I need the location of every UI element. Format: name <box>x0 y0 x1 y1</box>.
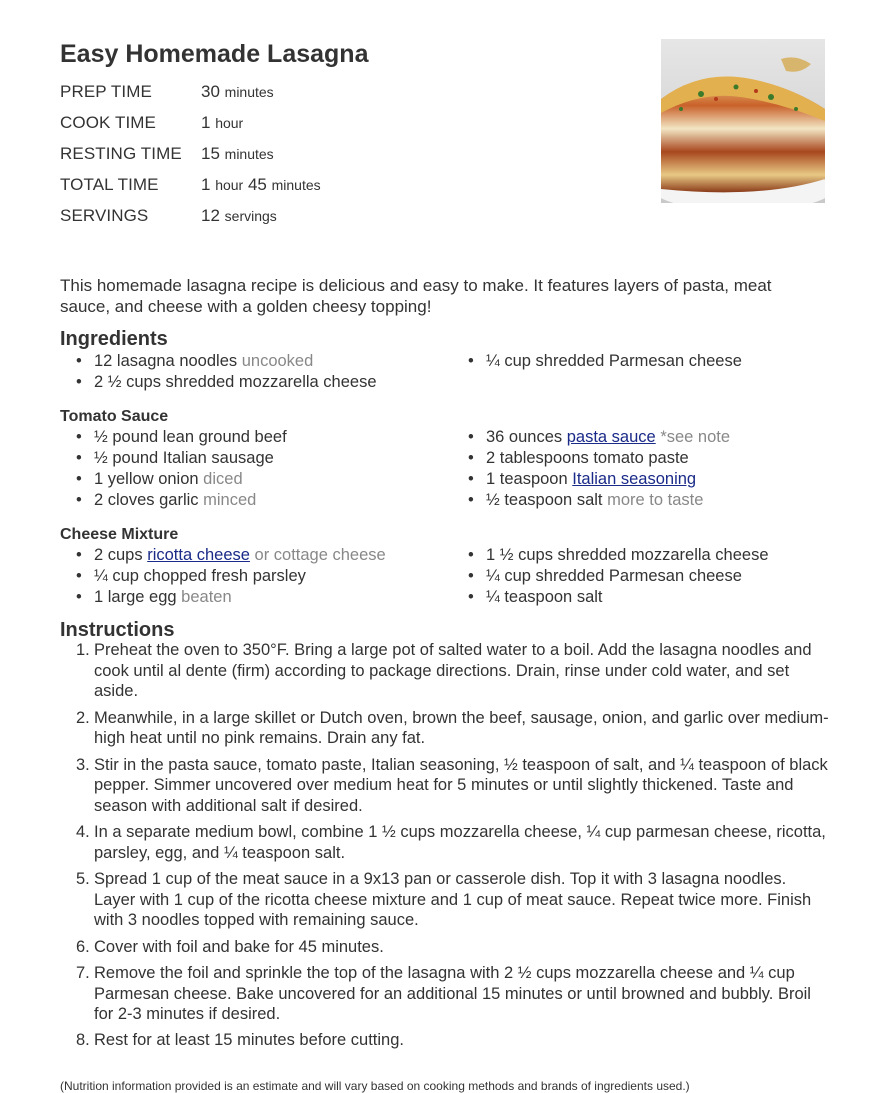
instruction-step: 1. Preheat the oven to 350°F. Bring a large pot of salted water to a boil. Add the lasagna noodles and cook until al dente (firm) according to package directions. Drain, rinse under cold water, and set aside. <box>76 641 812 701</box>
instruction-step: 5. Spread 1 cup of the meat sauce in a 9x13 pan or casserole dish. Top it with 3 lasagna noodles. Layer with 1 cup of the ricotta cheese mixture and 1 cup of meat sauce. Repeat twice more. Finish with 3 noodles topped with remaining sauce. <box>76 870 812 930</box>
list-item: • 2 tablespoons tomato paste <box>452 448 730 469</box>
lasagna-image <box>661 39 825 203</box>
tomato-sauce-heading: Tomato Sauce <box>60 408 169 425</box>
time-value: 1 hour <box>201 112 244 132</box>
recipe-title: Easy Homemade Lasagna <box>60 40 369 68</box>
time-label: PREP TIME <box>60 81 152 101</box>
time-value: 1 hour 45 minutes <box>201 174 321 194</box>
list-item: • 2 cups ricotta cheese or cottage cheese <box>60 545 386 566</box>
instruction-step: 6. Cover with foil and bake for 45 minutes. <box>76 937 384 956</box>
list-item: • ¼ cup shredded Parmesan cheese <box>452 566 769 587</box>
tomato-sauce-right <box>452 427 730 511</box>
instructions-heading: Instructions <box>60 619 175 641</box>
ingredients-main-right <box>452 351 742 372</box>
pasta-sauce-link[interactable]: pasta sauce <box>566 428 656 446</box>
instruction-step: 4. In a separate medium bowl, combine 1 ½ cups mozzarella cheese, ¼ cup parmesan cheese, ricotta, parsley, egg, and ¼ teaspoon salt. <box>76 823 826 862</box>
list-item: • 12 lasagna noodles uncooked <box>60 351 377 372</box>
ingredients-main-left <box>60 351 377 393</box>
list-item: • 2 cloves garlic minced <box>60 490 287 511</box>
list-item: • ½ teaspoon salt more to taste <box>452 490 730 511</box>
time-row-prep <box>60 76 460 107</box>
lasagna-photo <box>661 39 825 203</box>
italian-seasoning-link[interactable]: Italian seasoning <box>572 470 697 488</box>
nutrition-disclaimer: (Nutrition information provided is an estimate and will vary based on cooking methods and brands of ingredients used.) <box>60 1079 690 1093</box>
list-item: • ½ pound Italian sausage <box>60 448 287 469</box>
time-row-resting <box>60 138 460 169</box>
cheese-mixture-heading: Cheese Mixture <box>60 526 179 543</box>
tomato-sauce-left <box>60 427 287 511</box>
time-value: 15 minutes <box>201 143 274 163</box>
list-item: • 1 teaspoon Italian seasoning <box>452 469 730 490</box>
list-item: • ¼ cup shredded Parmesan cheese <box>452 351 742 372</box>
instruction-step: 2. Meanwhile, in a large skillet or Dutch oven, brown the beef, sausage, onion, and garlic over medium-high heat until no pink remains. Drain any fat. <box>76 708 829 748</box>
time-row-cook <box>60 107 460 138</box>
recipe-times <box>60 76 460 231</box>
time-row-servings <box>60 200 460 231</box>
list-item: • 36 ounces pasta sauce *see note <box>452 427 730 448</box>
instruction-step: 8. Rest for at least 15 minutes before cutting. <box>76 1031 404 1050</box>
list-item: • ½ pound lean ground beef <box>60 427 287 448</box>
time-label: RESTING TIME <box>60 143 182 163</box>
time-row-total <box>60 169 460 200</box>
time-label: TOTAL TIME <box>60 174 159 194</box>
recipe-description: This homemade lasagna recipe is delicious and easy to make. It features layers of pasta, meat sauce, and cheese with a golden cheesy topping! <box>60 276 772 316</box>
time-label: SERVINGS <box>60 205 149 225</box>
cheese-mixture-right <box>452 545 769 608</box>
list-item: • ¼ cup chopped fresh parsley <box>60 566 386 587</box>
cheese-mixture-left <box>60 545 386 608</box>
list-item: • 1 ½ cups shredded mozzarella cheese <box>452 545 769 566</box>
list-item: • 1 yellow onion diced <box>60 469 287 490</box>
instructions-list <box>60 640 830 1057</box>
ricotta-cheese-link[interactable]: ricotta cheese <box>147 546 250 564</box>
list-item: • 1 large egg beaten <box>60 587 386 608</box>
instruction-step: 7. Remove the foil and sprinkle the top of the lasagna with 2 ½ cups mozzarella cheese and ¼ cup Parmesan cheese. Bake uncovered for an additional 15 minutes or until browned and bubbly. Broil for 2-3 minutes if desired. <box>76 963 811 1024</box>
time-value: 30 minutes <box>201 81 274 101</box>
instruction-step: 3. Stir in the pasta sauce, tomato paste, Italian seasoning, ½ teaspoon of salt, and ¼ teaspoon of black pepper. Simmer uncovered over medium heat for 5 minutes or until slightly thickened. Taste and season with additional salt if desired. <box>76 755 828 815</box>
ingredients-heading: Ingredients <box>60 328 168 350</box>
time-value: 12 servings <box>201 205 277 225</box>
time-label: COOK TIME <box>60 112 156 132</box>
list-item: • ¼ teaspoon salt <box>452 587 769 608</box>
list-item: • 2 ½ cups shredded mozzarella cheese <box>60 372 377 393</box>
